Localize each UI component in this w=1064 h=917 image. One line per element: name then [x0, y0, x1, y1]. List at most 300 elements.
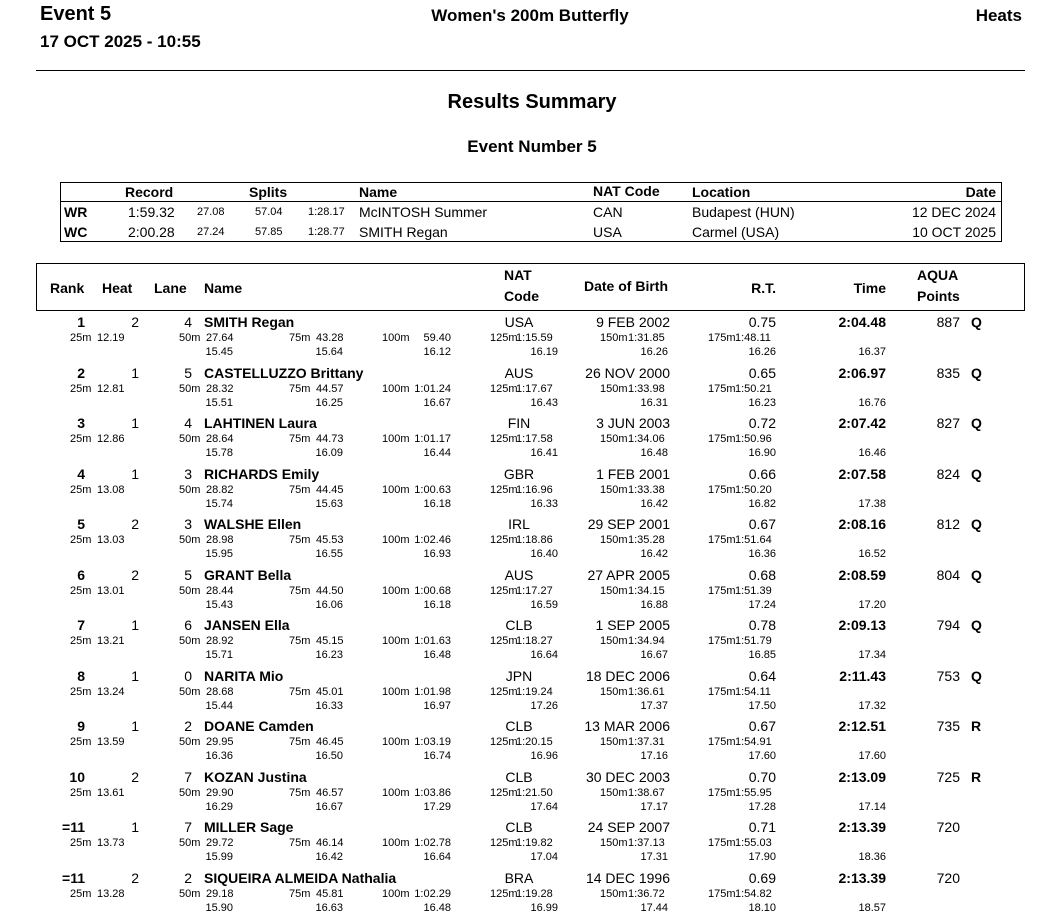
lap-175: 17.60	[723, 750, 776, 762]
split-100: 1:03.19	[400, 736, 451, 748]
result-entry	[0, 362, 1064, 413]
split-175: 1:54.91	[735, 736, 772, 748]
split-label-150: 150m	[600, 787, 628, 799]
cumulative-splits	[0, 736, 1064, 749]
record-split-150: 1:28.17	[308, 206, 345, 218]
final-time: 2:12.51	[800, 718, 886, 734]
rank: 9	[40, 718, 85, 734]
split-150: 1:35.28	[628, 534, 665, 546]
lap-100: 16.67	[398, 397, 451, 409]
cumulative-splits	[0, 534, 1064, 547]
split-label-150: 150m	[600, 332, 628, 344]
split-175: 1:50.20	[735, 484, 772, 496]
split-75: 46.57	[316, 787, 344, 799]
split-label-75: 75m	[289, 383, 310, 395]
split-25: 13.24	[97, 686, 125, 698]
record-nat: USA	[593, 224, 622, 240]
qualification-mark: Q	[971, 668, 982, 684]
split-150: 1:33.98	[628, 383, 665, 395]
lap-100: 16.93	[398, 548, 451, 560]
split-label-50: 50m	[179, 787, 200, 799]
split-label-150: 150m	[600, 484, 628, 496]
col-rt: R.T.	[717, 280, 776, 296]
lap-125: 16.19	[505, 346, 558, 358]
split-50: 28.82	[206, 484, 234, 496]
split-175: 1:55.03	[735, 837, 772, 849]
split-25: 12.81	[97, 383, 125, 395]
split-label-75: 75m	[289, 837, 310, 849]
lap-splits	[0, 700, 1064, 713]
split-label-125: 125m	[490, 433, 518, 445]
cumulative-splits	[0, 433, 1064, 446]
aqua-points: 804	[920, 567, 960, 583]
reaction-time: 0.72	[720, 415, 776, 431]
record-nat: CAN	[593, 204, 623, 220]
lap-splits	[0, 498, 1064, 511]
reaction-time: 0.75	[720, 314, 776, 330]
lap-100: 16.48	[398, 902, 451, 914]
split-75: 46.14	[316, 837, 344, 849]
record-holder-name: McINTOSH Summer	[359, 204, 487, 220]
lap-100: 16.74	[398, 750, 451, 762]
result-entry	[0, 412, 1064, 463]
heat: 1	[120, 415, 139, 431]
records-header-location: Location	[692, 184, 750, 200]
split-175: 1:50.96	[735, 433, 772, 445]
record-time: 2:00.28	[128, 224, 175, 240]
split-label-125: 125m	[490, 888, 518, 900]
lap-125: 16.59	[505, 599, 558, 611]
lap-75: 16.06	[290, 599, 343, 611]
lap-splits	[0, 902, 1064, 915]
event-phase: Heats	[900, 6, 1022, 26]
qualification-mark: Q	[971, 567, 982, 583]
split-75: 44.73	[316, 433, 344, 445]
split-75: 44.45	[316, 484, 344, 496]
lap-150: 17.31	[615, 851, 668, 863]
record-location: Carmel (USA)	[692, 224, 779, 240]
split-150: 1:37.13	[628, 837, 665, 849]
result-main-row	[0, 617, 1064, 635]
split-25: 13.28	[97, 888, 125, 900]
swimmer-name: GRANT Bella	[204, 567, 291, 583]
lane: 2	[175, 870, 192, 886]
record-split-50: 27.08	[197, 206, 225, 218]
date-of-birth: 30 DEC 2003	[560, 769, 670, 785]
result-entry	[0, 513, 1064, 564]
lap-100: 16.44	[398, 447, 451, 459]
lap-200: 17.34	[833, 649, 886, 661]
split-75: 44.50	[316, 585, 344, 597]
lane: 5	[175, 365, 192, 381]
nat-code: FIN	[495, 415, 543, 431]
split-125: 1:19.28	[516, 888, 553, 900]
split-100: 59.40	[400, 332, 451, 344]
split-label-50: 50m	[179, 484, 200, 496]
reaction-time: 0.67	[720, 718, 776, 734]
split-label-100: 100m	[382, 433, 410, 445]
nat-code: CLB	[495, 718, 543, 734]
lane: 7	[175, 769, 192, 785]
cumulative-splits	[0, 585, 1064, 598]
split-label-150: 150m	[600, 383, 628, 395]
lap-175: 17.50	[723, 700, 776, 712]
split-label-125: 125m	[490, 585, 518, 597]
split-75: 46.45	[316, 736, 344, 748]
lap-175: 16.82	[723, 498, 776, 510]
split-label-50: 50m	[179, 635, 200, 647]
split-175: 1:51.39	[735, 585, 772, 597]
split-175: 1:55.95	[735, 787, 772, 799]
result-entry	[0, 665, 1064, 716]
col-nat-line1: NAT	[504, 267, 532, 283]
lap-75: 15.63	[290, 498, 343, 510]
final-time: 2:11.43	[800, 668, 886, 684]
split-175: 1:50.21	[735, 383, 772, 395]
result-entry	[0, 816, 1064, 867]
result-main-row	[0, 769, 1064, 787]
lap-150: 17.44	[615, 902, 668, 914]
cumulative-splits	[0, 332, 1064, 345]
qualification-mark: R	[971, 718, 981, 734]
split-50: 28.32	[206, 383, 234, 395]
split-label-75: 75m	[289, 332, 310, 344]
split-label-25: 25m	[70, 332, 91, 344]
split-label-100: 100m	[382, 484, 410, 496]
rank: 7	[40, 617, 85, 633]
reaction-time: 0.69	[720, 870, 776, 886]
records-header	[61, 183, 1001, 202]
split-75: 45.15	[316, 635, 344, 647]
result-main-row	[0, 668, 1064, 686]
record-date: 12 DEC 2024	[881, 204, 996, 220]
nat-code: CLB	[495, 769, 543, 785]
final-time: 2:07.42	[800, 415, 886, 431]
split-label-100: 100m	[382, 888, 410, 900]
split-150: 1:31.85	[628, 332, 665, 344]
lap-splits	[0, 447, 1064, 460]
result-main-row	[0, 466, 1064, 484]
lane: 4	[175, 314, 192, 330]
aqua-points: 735	[920, 718, 960, 734]
split-125: 1:17.27	[516, 585, 553, 597]
lap-75: 16.33	[290, 700, 343, 712]
split-125: 1:20.15	[516, 736, 553, 748]
split-label-75: 75m	[289, 686, 310, 698]
split-label-175: 175m	[708, 585, 736, 597]
split-label-150: 150m	[600, 635, 628, 647]
split-label-25: 25m	[70, 484, 91, 496]
lap-125: 17.26	[505, 700, 558, 712]
split-label-75: 75m	[289, 534, 310, 546]
lap-100: 17.29	[398, 801, 451, 813]
lap-125: 16.99	[505, 902, 558, 914]
record-holder-name: SMITH Regan	[359, 224, 448, 240]
split-25: 13.01	[97, 585, 125, 597]
col-time: Time	[817, 280, 886, 296]
split-75: 45.01	[316, 686, 344, 698]
lap-200: 17.38	[833, 498, 886, 510]
split-25: 13.03	[97, 534, 125, 546]
split-150: 1:34.06	[628, 433, 665, 445]
lap-75: 16.63	[290, 902, 343, 914]
col-dob: Date of Birth	[584, 278, 668, 294]
split-label-25: 25m	[70, 686, 91, 698]
rank: 5	[40, 516, 85, 532]
lap-175: 16.85	[723, 649, 776, 661]
lap-175: 16.26	[723, 346, 776, 358]
lap-150: 16.48	[615, 447, 668, 459]
cumulative-splits	[0, 686, 1064, 699]
split-25: 13.08	[97, 484, 125, 496]
lane: 3	[175, 466, 192, 482]
split-label-25: 25m	[70, 383, 91, 395]
split-25: 12.86	[97, 433, 125, 445]
swimmer-name: NARITA Mio	[204, 668, 283, 684]
reaction-time: 0.71	[720, 819, 776, 835]
records-header-date: Date	[881, 184, 996, 200]
lap-75: 16.67	[290, 801, 343, 813]
split-100: 1:00.63	[400, 484, 451, 496]
heat: 2	[120, 769, 139, 785]
split-50: 29.95	[206, 736, 234, 748]
qualification-mark: Q	[971, 516, 982, 532]
split-50: 28.98	[206, 534, 234, 546]
swimmer-name: LAHTINEN Laura	[204, 415, 317, 431]
lap-50: 15.74	[180, 498, 233, 510]
lap-150: 16.67	[615, 649, 668, 661]
split-125: 1:19.82	[516, 837, 553, 849]
qualification-mark: Q	[971, 617, 982, 633]
split-175: 1:54.82	[735, 888, 772, 900]
lap-splits	[0, 649, 1064, 662]
lap-50: 15.51	[180, 397, 233, 409]
split-label-25: 25m	[70, 837, 91, 849]
record-row	[61, 202, 1001, 222]
swimmer-name: WALSHE Ellen	[204, 516, 301, 532]
split-75: 43.28	[316, 332, 344, 344]
nat-code: AUS	[495, 365, 543, 381]
lap-100: 16.18	[398, 599, 451, 611]
final-time: 2:13.09	[800, 769, 886, 785]
split-100: 1:01.24	[400, 383, 451, 395]
split-75: 45.81	[316, 888, 344, 900]
split-label-25: 25m	[70, 433, 91, 445]
split-100: 1:01.17	[400, 433, 451, 445]
split-100: 1:02.46	[400, 534, 451, 546]
result-entry	[0, 715, 1064, 766]
lap-200: 16.52	[833, 548, 886, 560]
split-label-125: 125m	[490, 837, 518, 849]
split-150: 1:33.38	[628, 484, 665, 496]
split-label-50: 50m	[179, 332, 200, 344]
split-label-150: 150m	[600, 686, 628, 698]
lap-200: 16.37	[833, 346, 886, 358]
lap-75: 16.23	[290, 649, 343, 661]
split-label-100: 100m	[382, 534, 410, 546]
record-split-150: 1:28.77	[308, 226, 345, 238]
date-of-birth: 24 SEP 2007	[560, 819, 670, 835]
split-125: 1:17.67	[516, 383, 553, 395]
cumulative-splits	[0, 635, 1064, 648]
record-location: Budapest (HUN)	[692, 204, 795, 220]
lap-splits	[0, 548, 1064, 561]
lap-50: 16.36	[180, 750, 233, 762]
summary-title: Results Summary	[0, 91, 1064, 114]
lap-150: 17.37	[615, 700, 668, 712]
aqua-points: 812	[920, 516, 960, 532]
split-label-75: 75m	[289, 585, 310, 597]
date-of-birth: 29 SEP 2001	[560, 516, 670, 532]
split-label-75: 75m	[289, 787, 310, 799]
split-label-100: 100m	[382, 332, 410, 344]
split-125: 1:16.96	[516, 484, 553, 496]
nat-code: IRL	[495, 516, 543, 532]
swimmer-name: DOANE Camden	[204, 718, 314, 734]
reaction-time: 0.65	[720, 365, 776, 381]
lane: 4	[175, 415, 192, 431]
lap-200: 17.32	[833, 700, 886, 712]
lap-splits	[0, 750, 1064, 763]
date-of-birth: 1 FEB 2001	[560, 466, 670, 482]
lap-splits	[0, 599, 1064, 612]
final-time: 2:08.59	[800, 567, 886, 583]
split-label-50: 50m	[179, 837, 200, 849]
date-of-birth: 26 NOV 2000	[560, 365, 670, 381]
date-of-birth: 9 FEB 2002	[560, 314, 670, 330]
record-split-100: 57.04	[255, 206, 283, 218]
split-50: 29.72	[206, 837, 234, 849]
split-label-75: 75m	[289, 484, 310, 496]
event-title: Women's 200m Butterfly	[380, 6, 680, 26]
split-label-175: 175m	[708, 484, 736, 496]
cumulative-splits	[0, 383, 1064, 396]
rank: 2	[40, 365, 85, 381]
split-label-125: 125m	[490, 787, 518, 799]
lap-200: 17.14	[833, 801, 886, 813]
result-entry	[0, 311, 1064, 362]
split-150: 1:34.94	[628, 635, 665, 647]
event-datetime: 17 OCT 2025 - 10:55	[40, 32, 201, 52]
swimmer-name: MILLER Sage	[204, 819, 293, 835]
lane: 6	[175, 617, 192, 633]
nat-code: BRA	[495, 870, 543, 886]
reaction-time: 0.64	[720, 668, 776, 684]
final-time: 2:06.97	[800, 365, 886, 381]
lane: 5	[175, 567, 192, 583]
split-150: 1:36.61	[628, 686, 665, 698]
split-label-75: 75m	[289, 635, 310, 647]
lap-50: 15.44	[180, 700, 233, 712]
record-split-50: 27.24	[197, 226, 225, 238]
split-150: 1:37.31	[628, 736, 665, 748]
lap-200: 17.20	[833, 599, 886, 611]
qualification-mark: Q	[971, 415, 982, 431]
lap-75: 16.55	[290, 548, 343, 560]
results-list	[0, 311, 1064, 906]
lap-150: 16.31	[615, 397, 668, 409]
col-points-line2: Points	[917, 288, 960, 304]
col-points-line1: AQUA	[917, 267, 958, 283]
records-header-record: Record	[125, 184, 173, 200]
swimmer-name: KOZAN Justina	[204, 769, 307, 785]
split-label-100: 100m	[382, 787, 410, 799]
qualification-mark: Q	[971, 314, 982, 330]
split-label-100: 100m	[382, 736, 410, 748]
final-time: 2:09.13	[800, 617, 886, 633]
col-name: Name	[204, 280, 242, 296]
swimmer-name: CASTELLUZZO Brittany	[204, 365, 363, 381]
swimmer-name: JANSEN Ella	[204, 617, 290, 633]
result-main-row	[0, 819, 1064, 837]
reaction-time: 0.67	[720, 516, 776, 532]
split-50: 28.44	[206, 585, 234, 597]
record-split-100: 57.85	[255, 226, 283, 238]
split-label-25: 25m	[70, 585, 91, 597]
split-label-150: 150m	[600, 534, 628, 546]
split-175: 1:51.79	[735, 635, 772, 647]
aqua-points: 824	[920, 466, 960, 482]
result-entry	[0, 564, 1064, 615]
split-25: 13.59	[97, 736, 125, 748]
records-header-nat: NAT Code	[593, 183, 660, 199]
split-label-50: 50m	[179, 383, 200, 395]
split-100: 1:02.29	[400, 888, 451, 900]
date-of-birth: 18 DEC 2006	[560, 668, 670, 684]
split-label-125: 125m	[490, 736, 518, 748]
cumulative-splits	[0, 484, 1064, 497]
split-75: 45.53	[316, 534, 344, 546]
aqua-points: 794	[920, 617, 960, 633]
split-125: 1:18.27	[516, 635, 553, 647]
lap-50: 15.99	[180, 851, 233, 863]
aqua-points: 835	[920, 365, 960, 381]
lap-125: 17.04	[505, 851, 558, 863]
lane: 3	[175, 516, 192, 532]
aqua-points: 720	[920, 819, 960, 835]
split-150: 1:38.67	[628, 787, 665, 799]
cumulative-splits	[0, 787, 1064, 800]
record-type: WR	[64, 204, 87, 220]
split-100: 1:03.86	[400, 787, 451, 799]
nat-code: CLB	[495, 617, 543, 633]
split-label-25: 25m	[70, 534, 91, 546]
lap-200: 16.76	[833, 397, 886, 409]
lap-125: 17.64	[505, 801, 558, 813]
result-entry	[0, 766, 1064, 817]
record-type: WC	[64, 224, 87, 240]
split-label-25: 25m	[70, 787, 91, 799]
split-label-175: 175m	[708, 383, 736, 395]
lap-150: 16.88	[615, 599, 668, 611]
split-label-50: 50m	[179, 585, 200, 597]
split-50: 29.18	[206, 888, 234, 900]
split-label-175: 175m	[708, 736, 736, 748]
lap-50: 15.90	[180, 902, 233, 914]
date-of-birth: 14 DEC 1996	[560, 870, 670, 886]
results-header	[36, 263, 1025, 311]
lap-splits	[0, 851, 1064, 864]
lap-175: 17.24	[723, 599, 776, 611]
records-table	[60, 182, 1002, 242]
records-header-splits: Splits	[249, 184, 287, 200]
split-label-150: 150m	[600, 736, 628, 748]
cumulative-splits	[0, 837, 1064, 850]
split-100: 1:01.98	[400, 686, 451, 698]
split-label-125: 125m	[490, 332, 518, 344]
split-label-150: 150m	[600, 888, 628, 900]
reaction-time: 0.78	[720, 617, 776, 633]
